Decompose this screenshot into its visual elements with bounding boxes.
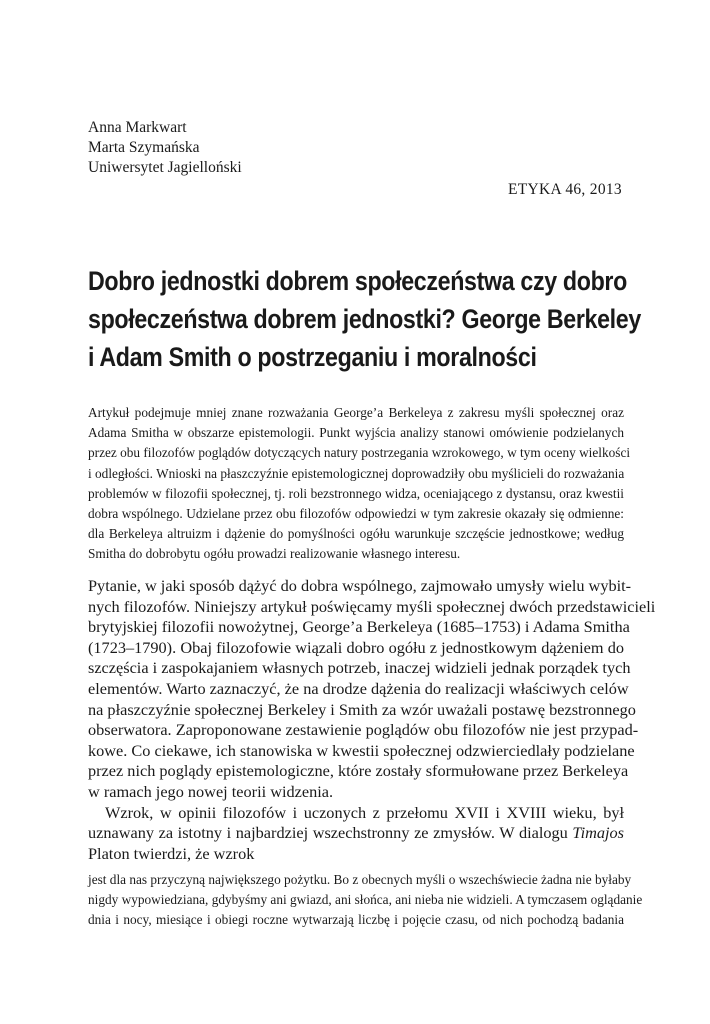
author-name: Anna Markwart xyxy=(88,119,187,136)
body-line: szczęścia i zaspokajaniem własnych potrzeb, inaczej widzieli jednak porządek tych xyxy=(88,658,631,678)
abstract-line: dla Berkeleya altruizm i dążenie do pomyślności ogółu warunkuje szczęście jednostkowe; według xyxy=(88,526,624,542)
abstract-line: przez obu filozofów poglądów dotyczących natury postrzegania wzrokowego, w tym oceny wielkości xyxy=(88,445,631,461)
title-line: społeczeństwa dobrem jednostki? George Berkeley xyxy=(88,304,641,334)
quote-line: nigdy wypowiedziana, gdybyśmy ani gwiazd, ani słońca, ani nieba nie widzieli. A tymczasem oglądanie xyxy=(88,892,643,908)
body-line xyxy=(88,823,624,844)
author-affiliation: Uniwersytet Jagielloński xyxy=(88,159,242,176)
body-line: na płaszczyźnie społecznej Berkeley i Smith za wzór uważali postawę bezstronnego xyxy=(88,699,636,719)
abstract-line: dobra wspólnego. Udzielane przez obu filozofów odpowiedzi w tym zakresie okazały się odmienne: xyxy=(88,506,624,522)
journal-reference: ETYKA 46, 2013 xyxy=(508,181,622,198)
abstract-line: problemów w filozofii społecznej, tj. roli bezstronnego widza, oceniającego z dystansu, oraz kwestii xyxy=(88,485,624,501)
block-quote xyxy=(88,870,643,931)
body-line: obserwatora. Zaproponowane zestawienie poglądów obu filozofów nie jest przypad- xyxy=(88,720,639,740)
body-line: Platon twierdzi, że wzrok xyxy=(88,843,255,863)
article-title xyxy=(88,262,641,376)
body-line: elementów. Warto zaznaczyć, że na drodze dążenia do realizacji właściwych celów xyxy=(88,678,629,698)
abstract-line: Smitha do dobrobytu ogółu prowadzi realizowanie własnego interesu. xyxy=(88,546,461,562)
body-line: nych filozofów. Niniejszy artykuł poświęcamy myśli społecznej dwóch przedstawicieli xyxy=(88,596,656,616)
quote-line: dnia i nocy, miesiące i obiegi roczne wytwarzają liczbę i pojęcie czasu, od nich pochodzą badania xyxy=(88,912,624,928)
abstract xyxy=(88,403,631,565)
abstract-line: Artykuł podejmuje mniej znane rozważania George’a Berkeleya z zakresu myśli społecznej oraz xyxy=(88,405,624,420)
abstract-line: Adama Smitha w obszarze epistemologii. Punkt wyjścia analizy stanowi omówienie podzielanych xyxy=(88,425,624,441)
body-line: brytyjskiej filozofii nowożytnej, George’a Berkeleya (1685–1753) i Adama Smitha xyxy=(88,617,630,637)
author-name: Marta Szymańska xyxy=(88,139,200,156)
body-text xyxy=(88,576,656,864)
body-line: w ramach jego nowej teorii widzenia. xyxy=(88,781,334,801)
abstract-line: i odległości. Wnioski na płaszczyźnie epistemologicznej doprowadziły obu myślicieli do rozważania xyxy=(88,465,625,481)
author-block xyxy=(88,118,242,178)
body-line: przez nich poglądy epistemologiczne, które zostały sformułowane przez Berkeleya xyxy=(88,761,629,781)
body-line: (1723–1790). Obaj filozofowie wiązali dobro ogółu z jednostkowym dążeniem do xyxy=(88,637,624,657)
title-line: Dobro jednostki dobrem społeczeństwa czy dobro xyxy=(88,266,627,296)
body-line: Wzrok, w opinii filozofów i uczonych z przełomu XVII i XVIII wieku, był xyxy=(105,802,624,822)
work-title-italic: Timajos xyxy=(572,823,624,843)
title-line: i Adam Smith o postrzeganiu i moralności xyxy=(88,342,537,372)
body-line: Pytanie, w jaki sposób dążyć do dobra wspólnego, zajmowało umysły wielu wybit- xyxy=(88,576,632,595)
body-line: kowe. Co ciekawe, ich stanowiska w kwestii społecznej odzwierciedlały podzielane xyxy=(88,740,635,760)
body-line-text: uznawany za istotny i najbardziej wszechstronny ze zmysłów. W dialogu xyxy=(88,823,573,843)
quote-line: jest dla nas przyczyną największego pożytku. Bo z obecnych myśli o wszechświecie żadna nie byłaby xyxy=(88,872,632,887)
